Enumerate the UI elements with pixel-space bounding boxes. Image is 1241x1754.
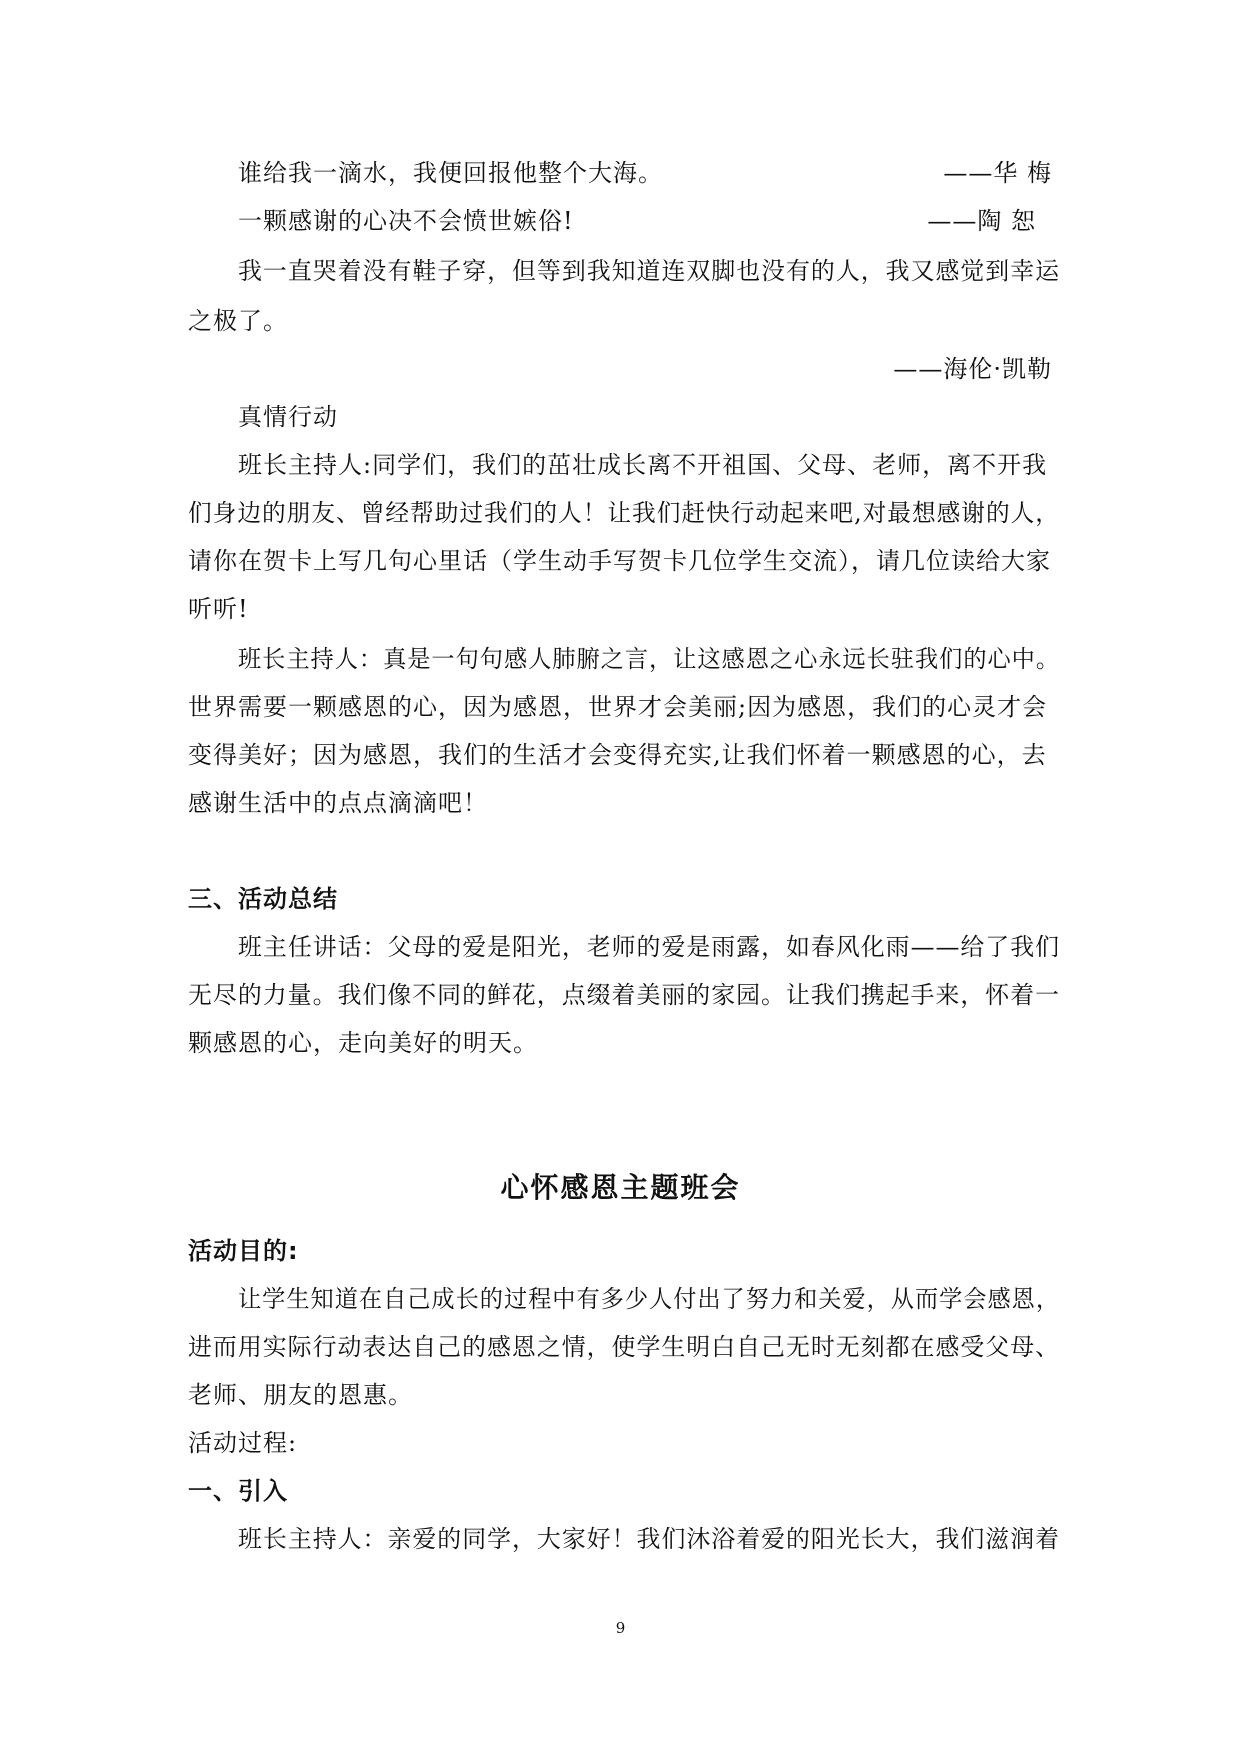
action-para2-line3: 变得美好；因为感恩，我们的生活才会变得充实,让我们怀着一颗感恩的心，去 [188,741,1047,769]
quote-3-author: ——海伦·凯勒 [893,355,1052,383]
summary-line2: 无尽的力量。我们像不同的鲜花，点缀着美丽的家园。让我们携起手来，怀着一 [188,981,1061,1009]
summary-line3: 颗感恩的心，走向美好的明天。 [188,1029,538,1057]
purpose-line1: 让学生知道在自己成长的过程中有多少人付出了努力和关爱，从而学会感恩， [238,1285,1061,1313]
action-para1-line4: 听听! [188,595,249,623]
action-para2-line2: 世界需要一颗感恩的心，因为感恩，世界才会美丽;因为感恩，我们的心灵才会 [188,693,1048,721]
process-label: 活动过程: [188,1429,298,1457]
purpose-line2: 进而用实际行动表达自己的感恩之情，使学生明白自己无时无刻都在感受父母、 [188,1333,1061,1361]
quote-2-author: ——陶 恕 [927,207,1036,235]
action-para1-line2: 们身边的朋友、曾经帮助过我们的人！让我们赶快行动起来吧,对最想感谢的人， [188,499,1060,527]
intro-line1: 班长主持人：亲爱的同学，大家好！我们沐浴着爱的阳光长大，我们滋润着 [238,1525,1061,1553]
page-number: 9 [615,1619,626,1637]
document-title: 心怀感恩主题班会 [500,1171,741,1204]
quote-1-author: ——华 梅 [943,159,1052,187]
quote-1-text: 谁给我一滴水，我便回报他整个大海。 [238,159,663,187]
intro-heading: 一、引入 [188,1477,288,1505]
action-para1-line1: 班长主持人:同学们，我们的茁壮成长离不开祖国、父母、老师，离不开我 [238,451,1048,479]
action-para2-line1: 班长主持人：真是一句句感人肺腑之言，让这感恩之心永远长驻我们的心中。 [238,645,1061,673]
quote-2-text: 一颗感谢的心决不会愤世嫉俗! [238,207,574,235]
action-para2-line4: 感谢生活中的点点滴滴吧！ [188,789,488,817]
purpose-line3: 老师、朋友的恩惠。 [188,1381,413,1409]
section-heading-summary: 三、活动总结 [188,885,338,913]
section-heading-action: 真情行动 [238,403,338,431]
action-para1-line3: 请你在贺卡上写几句心里话（学生动手写贺卡几位学生交流），请几位读给大家 [188,547,1051,575]
quote-3-text-line1: 我一直哭着没有鞋子穿，但等到我知道连双脚也没有的人，我又感觉到幸运 [238,257,1061,285]
purpose-heading: 活动目的: [188,1237,299,1265]
quote-3-text-line2: 之极了。 [188,307,288,335]
summary-line1: 班主任讲话：父母的爱是阳光，老师的爱是雨露，如春风化雨——给了我们 [238,933,1061,961]
